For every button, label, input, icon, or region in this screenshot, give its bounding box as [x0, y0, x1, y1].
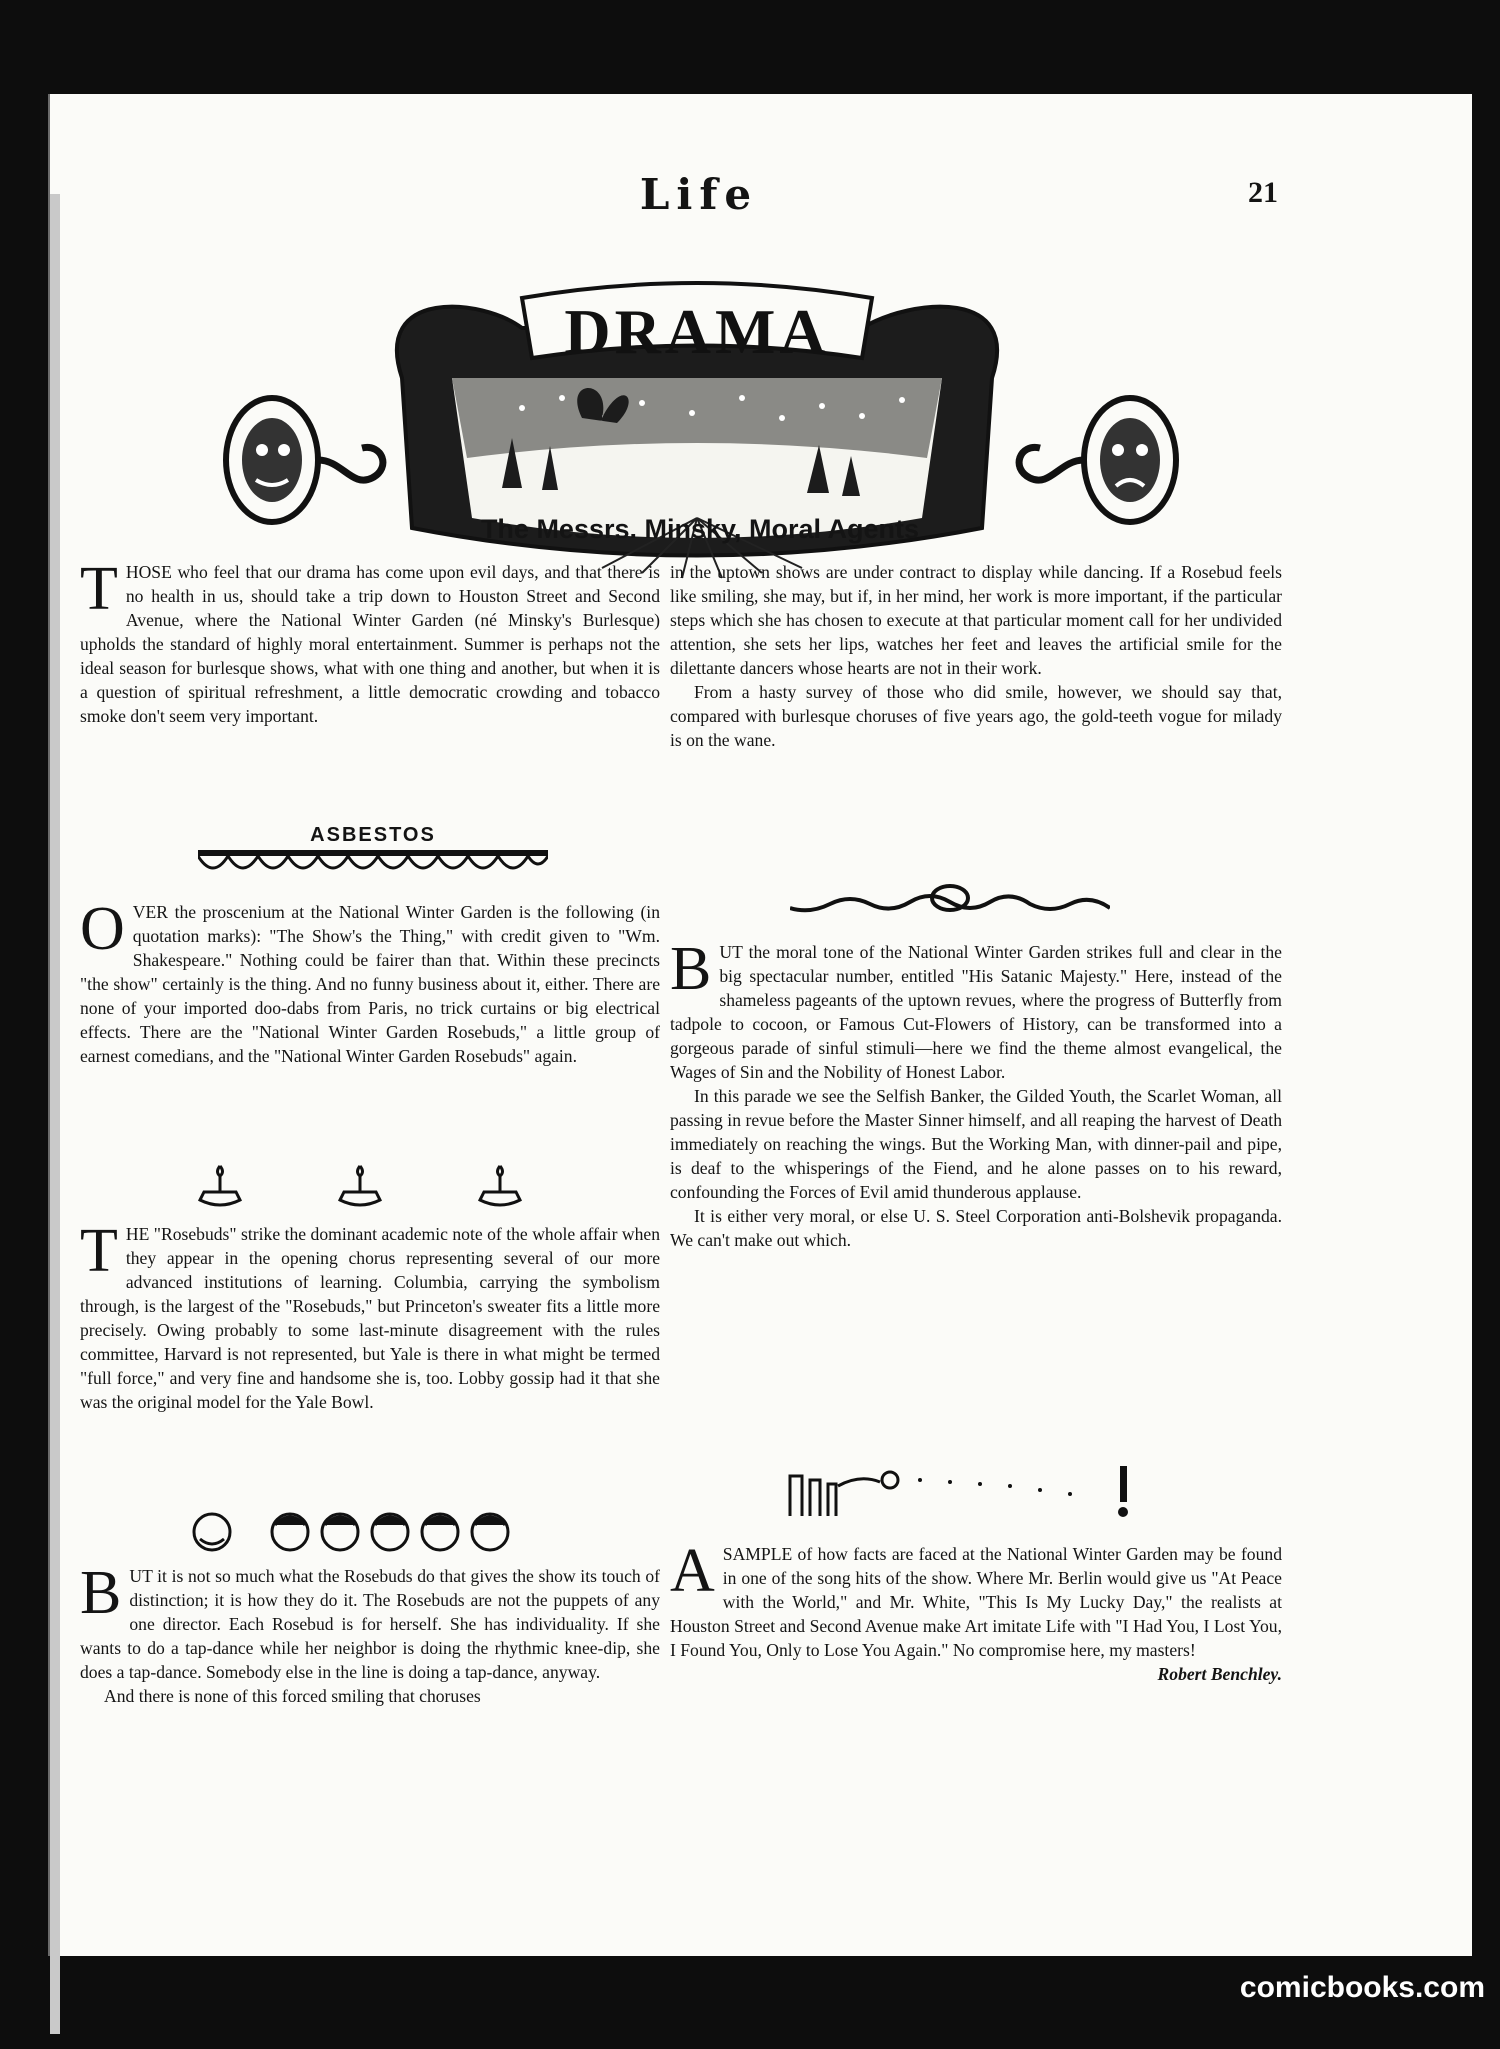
paragraph-text: UT the moral tone of the National Winter Garden strikes full and clear in the big spectacular number, entitled "His Satanic Majesty." Here, instead of the shameless pageants of the uptown revues, where the progress of Butterfly from tadpole to cocoon, or Famous Cut-Flowers of History, can be transformed into a gorgeous parade of sinful stimuli—here we find the theme almost evangelical, the Wages of Sin and the Nobility of Honest Labor.	[670, 942, 1282, 1082]
paragraph	[80, 555, 660, 728]
author-signature: Robert Benchley.	[1157, 1664, 1282, 1684]
pointing-exclamation-ornament	[780, 1456, 1150, 1520]
drop-cap: O	[80, 895, 125, 963]
page-number: 21	[1248, 176, 1278, 209]
page-edge	[50, 194, 60, 2034]
paragraph	[670, 1537, 1282, 1662]
candle-lamps-ornament	[190, 1162, 550, 1212]
drop-cap: A	[670, 1537, 715, 1605]
left-column-continued	[80, 1559, 660, 1708]
asbestos-curtain-ornament	[168, 824, 578, 880]
paragraph: In this parade we see the Selfish Banker, the Gilded Youth, the Scarlet Woman, all passing in revue before the Master Sinner himself, and all reaping the harvest of Death immediately on reaching the wings. But the Working Man, with dinner-pail and pipe, is deaf to the whisperings of the Fiend, and he alone passes on to his reward, confounding the Forces of Evil amid thunderous applause.	[670, 1086, 1282, 1202]
right-column-continued	[670, 935, 1282, 1252]
paragraph-text: SAMPLE of how facts are faced at the National Winter Garden may be found in one of the song hits of the show. Where Mr. Berlin would give us "At Peace with the World," and Mr. White, "This Is My Lucky Day," the realists at Houston Street and Second Avenue make Art imitate Life with "I Had You, I Lost You, I Found You, Only to Lose You Again." No compromise here, my masters!	[670, 1544, 1282, 1660]
right-column	[670, 560, 1282, 752]
rosebud-faces-ornament	[190, 1509, 530, 1555]
drop-cap: B	[670, 935, 712, 1003]
paragraph-text: VER the proscenium at the National Winter Garden is the following (in quotation marks): "The Show's the Thing," with credit given to "Wm. Shakespeare." Nothing could be fairer than that. Within these precincts "the show" certainly is the thing. And no funny business about it, either. There are none of your imported doo-dabs from Paris, no trick curtains or big electrical effects. There are the "National Winter Garden Rosebuds," a little group of earnest comedians, and the "National Winter Garden Rosebuds" again.	[80, 902, 660, 1066]
drop-cap: B	[80, 1559, 122, 1627]
left-column-continued	[80, 895, 660, 1068]
left-mask-ornament	[226, 398, 383, 522]
paragraph: From a hasty survey of those who did smile, however, we should say that, compared with burlesque choruses of five years ago, the gold-teeth vogue for milady is on the wane.	[670, 682, 1282, 750]
watermark: comicbooks.com	[1239, 1971, 1485, 2004]
left-column-continued	[80, 1217, 660, 1414]
paragraph-text: UT it is not so much what the Rosebuds do that gives the show its touch of distinction; it is how they do it. The Rosebuds are not the puppets of any one director. Each Rosebud is for herself. She has individuality. If she wants to do a tap-dance while her neighbor is doing the rhythmic knee-dip, she does a tap-dance. Somebody else in the line is doing a tap-dance, anyway.	[80, 1566, 660, 1682]
paragraph	[80, 1217, 660, 1414]
paragraph	[80, 1559, 660, 1684]
serpent-divider-ornament	[790, 880, 1110, 920]
article-title: The Messrs. Minsky, Moral Agents	[480, 514, 920, 544]
asbestos-label: ASBESTOS	[310, 824, 436, 846]
magazine-page	[48, 94, 1472, 1956]
paragraph	[80, 895, 660, 1068]
paragraph: And there is none of this forced smiling that choruses	[104, 1686, 481, 1706]
right-column-continued	[670, 1537, 1282, 1686]
masthead: Life	[639, 170, 759, 219]
paragraph: It is either very moral, or else U. S. Steel Corporation anti-Bolshevik propaganda. We can't make out which.	[670, 1206, 1282, 1250]
paragraph-text: HOSE who feel that our drama has come upon evil days, and that there is no health in us, should take a trip down to Houston Street and Second Avenue, where the National Winter Garden (né Minsky's Burlesque) upholds the standard of highly moral entertainment. Summer is perhaps not the ideal season for burlesque shows, what with one thing and another, but when it is a question of spiritual refreshment, a little democratic crowding and tobacco smoke don't seem very important.	[80, 562, 660, 726]
paragraph	[670, 935, 1282, 1084]
right-mask-ornament	[1019, 398, 1176, 522]
drop-cap: T	[80, 555, 118, 623]
paragraph-text: HE "Rosebuds" strike the dominant academic note of the whole affair when they appear in the opening chorus representing several of our more advanced institutions of learning. Columbia, carrying the symbolism through, is the largest of the "Rosebuds," but Princeton's sweater fits a little more precisely. Owing probably to some last-minute disagreement with the rules committee, Harvard is not represented, but Yale is there in what might be termed "full force," and very fine and handsome she is, too. Lobby gossip had it that she was the original model for the Yale Bowl.	[80, 1224, 660, 1412]
curtain-fringe	[198, 850, 548, 880]
banner-title: DRAMA	[564, 296, 830, 367]
drop-cap: T	[80, 1217, 118, 1285]
paragraph: in the uptown shows are under contract to display while dancing. If a Rosebud feels like smiling, she may, but if, in her mind, her work is more important, if the particular steps which she has chosen to execute at that particular moment call for her undivided attention, she sets her lips, watches her feet and leaves the artificial smile for the dilettante dancers whose hearts are not in their work.	[670, 562, 1282, 678]
left-column	[80, 555, 660, 728]
